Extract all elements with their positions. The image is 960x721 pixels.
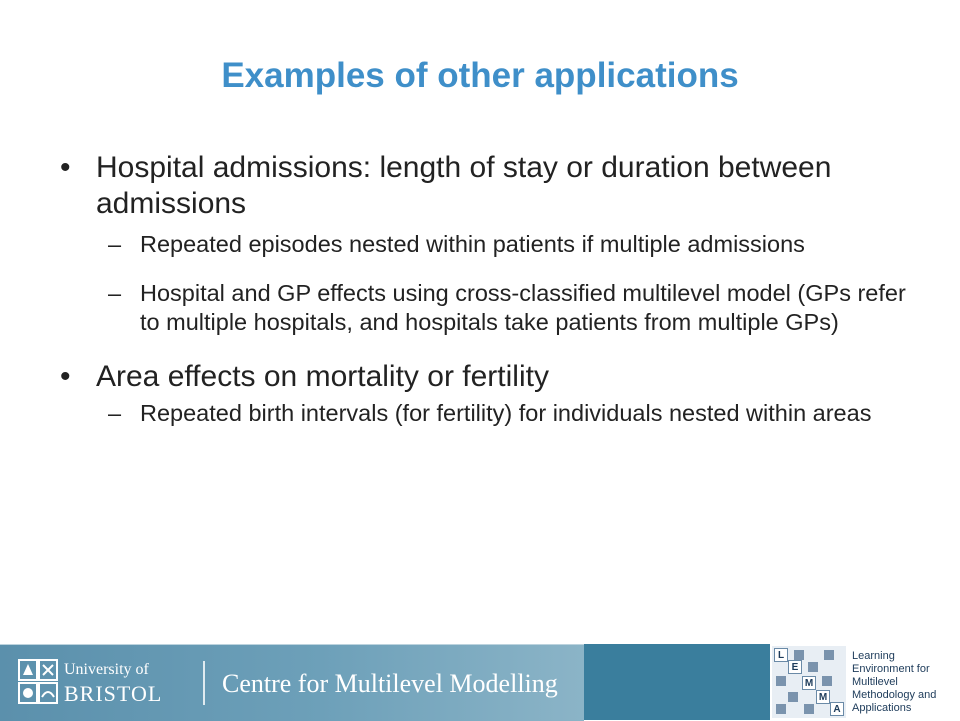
bullet-text: Area effects on mortality or fertility <box>96 360 549 393</box>
university-name-line1: University of <box>64 661 149 678</box>
lemma-grid-square <box>804 704 814 714</box>
centre-name: Centre for Multilevel Modelling <box>222 669 558 698</box>
slide-title: Examples of other applications <box>221 56 739 95</box>
lemma-grid-letter: M <box>816 690 830 704</box>
bullet-mark: • <box>60 360 71 393</box>
lemma-grid-square <box>822 676 832 686</box>
bullet-area-effects <box>60 359 910 395</box>
lemma-logo <box>770 644 960 720</box>
sub-bullet-repeated-episodes <box>108 230 910 259</box>
sub-bullet-birth-intervals <box>108 399 910 428</box>
lemma-grid-square <box>788 692 798 702</box>
sub-bullet-cross-classified <box>108 279 910 337</box>
footer-bar <box>0 644 960 720</box>
lemma-grid-letter: M <box>802 676 816 690</box>
lemma-line: Multilevel <box>852 676 898 688</box>
sub-bullet-mark: – <box>108 280 122 306</box>
bullet-text: Hospital admissions: length of stay or duration between admissions <box>96 151 832 220</box>
sub-bullet-text: Hospital and GP effects using cross-classified multilevel model (GPs refer to multiple hospitals, and hospitals take patients from multiple GPs) <box>140 280 906 335</box>
lemma-grid-icon <box>772 646 846 718</box>
lemma-grid-square <box>776 676 786 686</box>
bullet-mark: • <box>60 151 71 184</box>
lemma-grid-letter: L <box>774 648 788 662</box>
lemma-line: Applications <box>852 702 912 714</box>
footer-brand-panel <box>0 644 584 721</box>
lemma-line: Environment for <box>852 663 930 675</box>
lemma-grid-square <box>808 662 818 672</box>
slide-body <box>60 150 910 428</box>
crest-icon <box>18 659 58 705</box>
lemma-line: Methodology and <box>852 689 937 701</box>
lemma-line: Learning <box>852 650 895 662</box>
lemma-wordmark <box>852 650 936 715</box>
university-name-line2: BRISTOL <box>64 681 163 706</box>
lemma-grid-square <box>776 704 786 714</box>
sub-bullet-text: Repeated birth intervals (for fertility) for individuals nested within areas <box>140 400 872 426</box>
lemma-grid-letter: E <box>788 660 802 674</box>
bullet-hospital-admissions <box>60 150 910 222</box>
university-logo <box>14 655 194 711</box>
logo-divider <box>203 661 205 705</box>
sub-bullet-mark: – <box>108 400 122 426</box>
sub-bullet-text: Repeated episodes nested within patients if multiple admissions <box>140 231 805 257</box>
lemma-grid-square <box>824 650 834 660</box>
sub-bullet-mark: – <box>108 231 122 257</box>
lemma-grid-letter: A <box>830 702 844 716</box>
lemma-grid-square <box>794 650 804 660</box>
